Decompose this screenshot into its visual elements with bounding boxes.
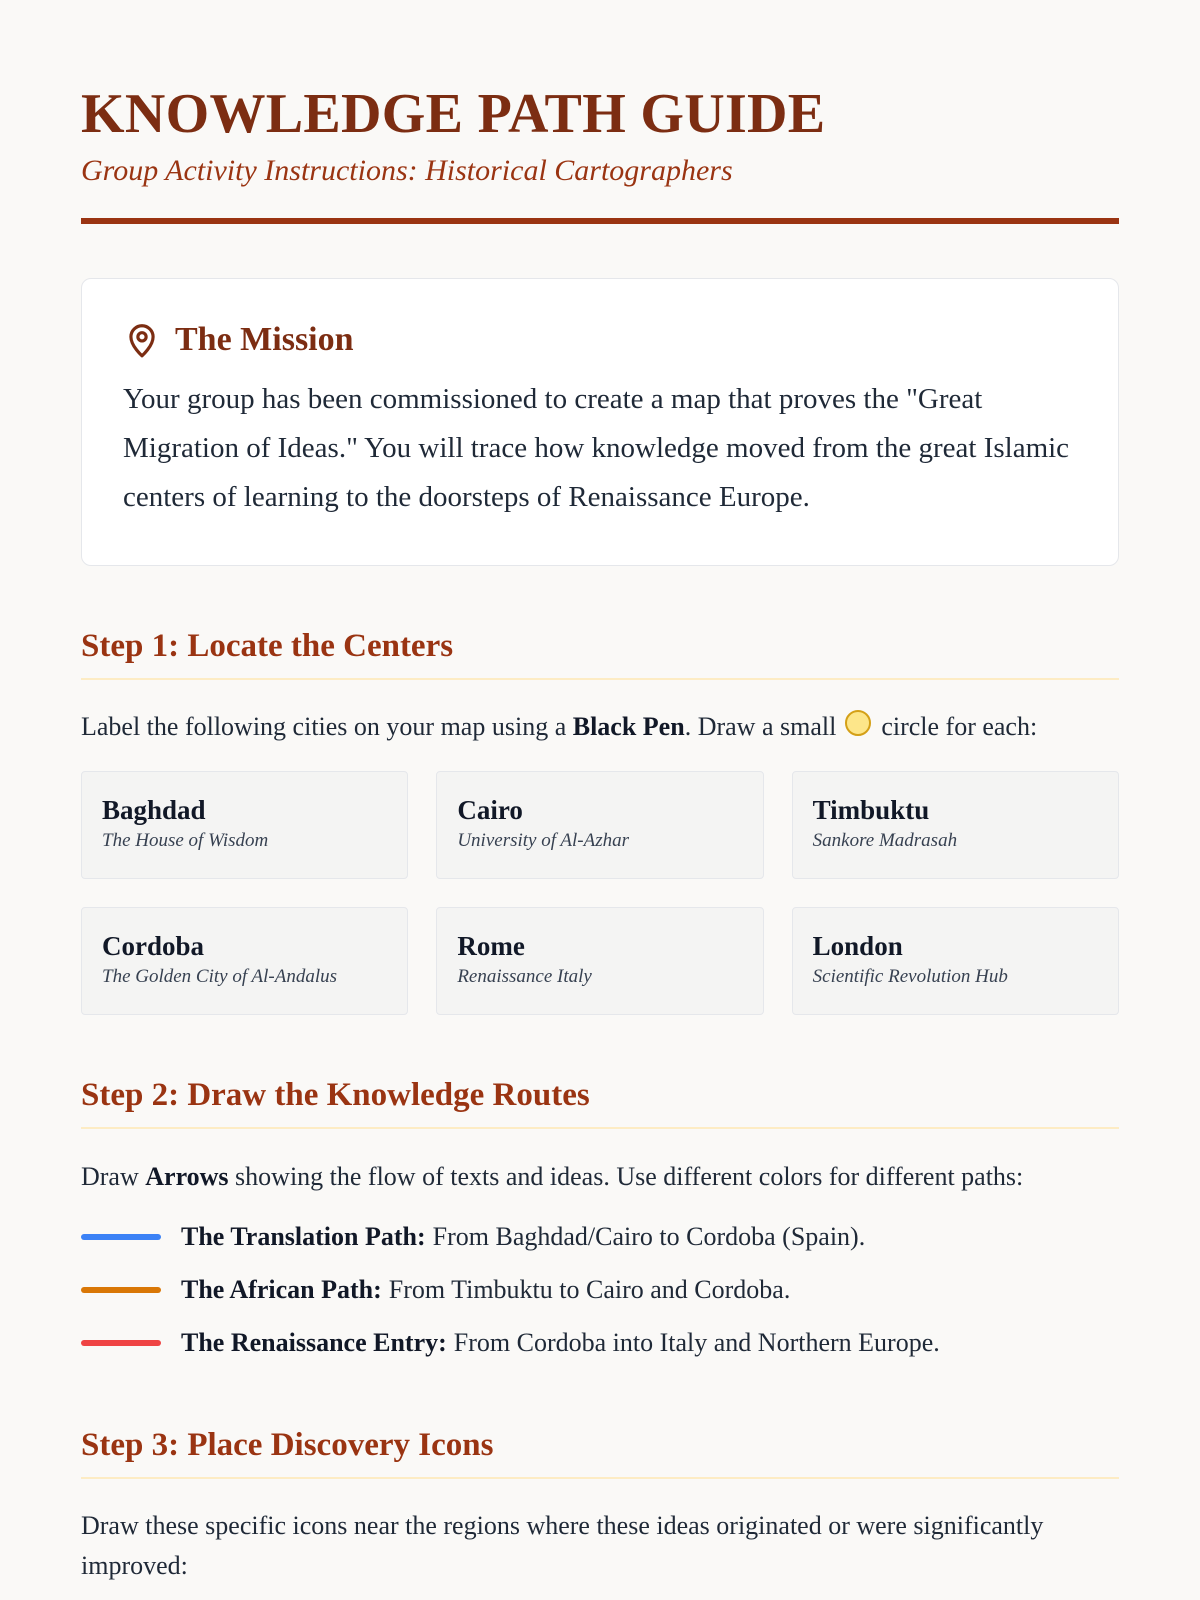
step1-instructions	[81, 707, 1119, 747]
route-description: From Baghdad/Cairo to Cordoba (Spain).	[432, 1222, 866, 1252]
page-subtitle: Group Activity Instructions: Historical Cartographers	[81, 154, 733, 187]
route-description: From Timbuktu to Cairo and Cordoba.	[388, 1275, 791, 1305]
route-color-line	[81, 1287, 161, 1293]
route-list	[81, 1211, 1119, 1370]
city-card-baghdad	[81, 771, 408, 879]
route-label: The African Path:	[181, 1275, 382, 1305]
mission-title: The Mission	[175, 321, 354, 358]
city-description: Scientific Revolution Hub	[812, 966, 1008, 988]
step2-intro-bold: Arrows	[145, 1161, 229, 1191]
step1-intro-text-middle: . Draw a small	[684, 712, 843, 742]
route-renaissance-entry	[81, 1317, 1119, 1370]
city-card-timbuktu	[792, 771, 1119, 879]
step1-intro-text: Label the following cities on your map using a	[81, 712, 573, 742]
step1-heading: Step 1: Locate the Centers	[81, 626, 1119, 680]
city-name: Cordoba	[102, 931, 205, 962]
step1-intro-text-end: circle for each:	[874, 712, 1038, 742]
route-color-line	[81, 1234, 161, 1240]
route-label: The Renaissance Entry:	[181, 1328, 447, 1358]
yellow-circle-icon	[845, 710, 871, 736]
city-description: The Golden City of Al-Andalus	[102, 966, 338, 988]
city-description: University of Al-Azhar	[457, 830, 630, 852]
city-name: Baghdad	[102, 795, 206, 826]
city-card-cordoba	[81, 907, 408, 1015]
header-divider	[81, 218, 1119, 224]
route-translation-path	[81, 1211, 1119, 1264]
city-description: Renaissance Italy	[457, 966, 592, 988]
route-african-path	[81, 1264, 1119, 1317]
route-description: From Cordoba into Italy and Northern Europe.	[453, 1328, 940, 1358]
city-card-london	[792, 907, 1119, 1015]
city-grid	[81, 771, 1119, 1015]
mission-header	[123, 321, 1078, 359]
step2-intro-text: Draw	[81, 1161, 146, 1191]
step3-instructions: Draw these specific icons near the regions where these ideas originated or were significantly improved:	[81, 1511, 1044, 1581]
step3-heading: Step 3: Place Discovery Icons	[81, 1425, 1119, 1479]
step2-intro-text-end: showing the flow of texts and ideas. Use different colors for different paths:	[228, 1161, 1024, 1191]
step2-instructions	[81, 1157, 1119, 1197]
city-description: The House of Wisdom	[102, 830, 269, 852]
mission-text: Your group has been commissioned to create a map that proves the "Great Migration of Ideas." You will trace how knowledge moved from the great Islamic centers of learning to the doorsteps of Renaissance Europe.	[123, 383, 1070, 513]
city-description: Sankore Madrasah	[812, 830, 958, 852]
city-card-cairo	[436, 771, 763, 879]
step2-heading: Step 2: Draw the Knowledge Routes	[81, 1075, 1119, 1129]
page-title: KNOWLEDGE PATH GUIDE	[81, 83, 826, 145]
city-name: Cairo	[457, 795, 523, 826]
step1-intro-bold: Black Pen	[572, 712, 685, 742]
route-label: The Translation Path:	[181, 1222, 426, 1252]
city-name: London	[812, 931, 903, 962]
map-pin-icon	[123, 321, 161, 359]
mission-card	[81, 278, 1119, 566]
city-card-rome	[436, 907, 763, 1015]
route-color-line	[81, 1340, 161, 1346]
city-name: Timbuktu	[812, 795, 930, 826]
city-name: Rome	[457, 931, 525, 962]
